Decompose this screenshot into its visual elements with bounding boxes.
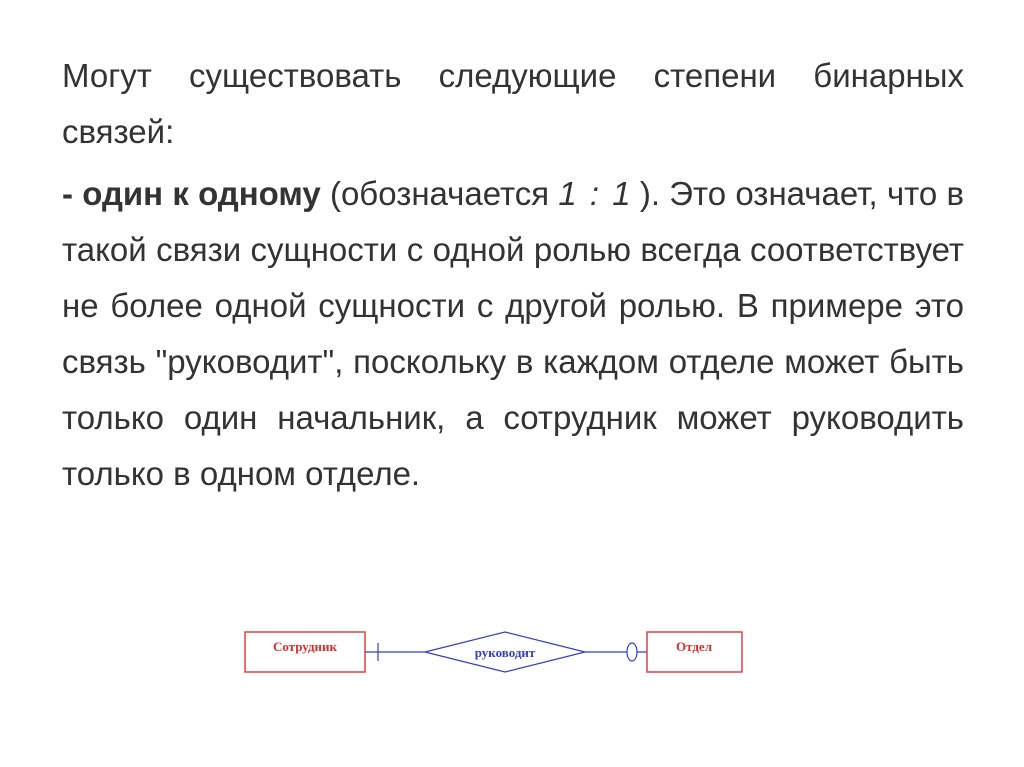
relationship-label: руководит [474,645,536,660]
entity-label-right: Отдел [676,639,712,654]
ratio-notation: 1 : 1 [558,175,631,212]
intro-paragraph: Могут существовать следующие степени бинарных связей: [62,57,964,150]
cardinality-optional-circle [627,643,637,661]
notation-open: (обозначается [320,175,559,212]
entity-label-left: Сотрудник [272,639,338,654]
one-to-one-description: ). Это означает, что в такой связи сущности с одной ролью всегда соответствует не более одной сущности с другой ролью. В примере это связь "руководит", поскольку в каждом отделе может быть только один начальник, а сотрудник может руководить только в одном отделе. [62,175,965,492]
one-to-one-heading: - один к одному [62,175,321,212]
